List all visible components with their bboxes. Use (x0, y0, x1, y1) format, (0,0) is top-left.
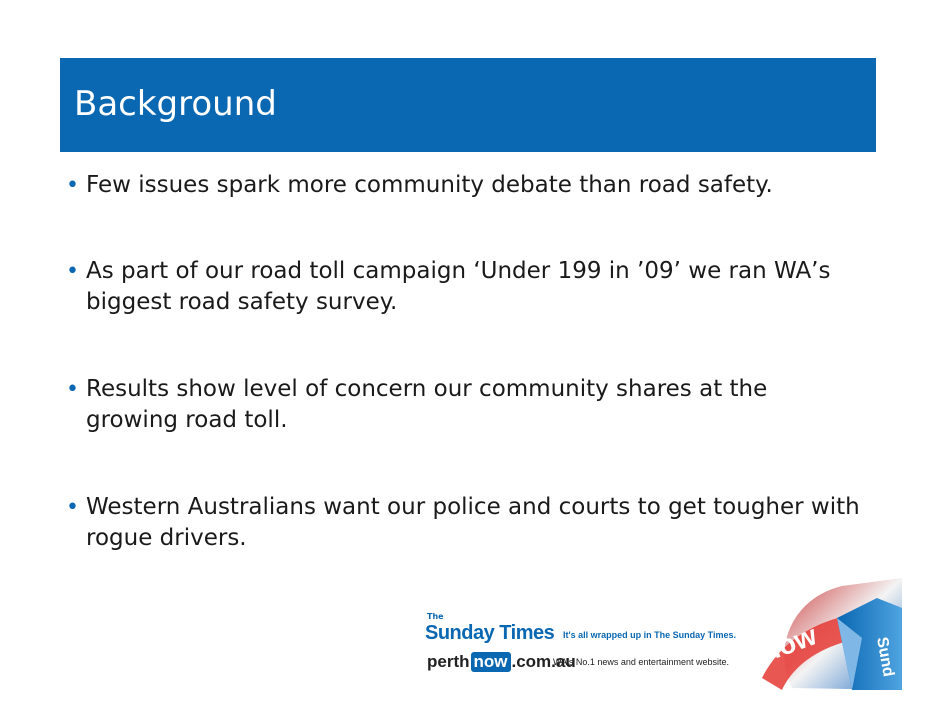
bullet-text: Few issues spark more community debate than road safety. (86, 172, 773, 198)
bullet-icon: • (66, 377, 79, 402)
perthnow-now: now (471, 652, 511, 672)
sunday-times-tagline: It's all wrapped up in The Sunday Times. (563, 630, 737, 640)
sunday-times-the: The (427, 612, 444, 621)
bullet-icon: • (66, 173, 79, 198)
bullet-text: As part of our road toll campaign ‘Under 199 in ’09’ we ran WA’s biggest road safety survey. (86, 258, 831, 315)
bullet-item (66, 256, 866, 318)
bullet-text: Results show level of concern our community shares at the growing road toll. (86, 376, 768, 433)
perthnow-perth: perth (427, 652, 470, 671)
bullet-item (66, 170, 866, 201)
svg-text:now: now (757, 619, 821, 668)
perthnow-com-au: .com.au (511, 652, 576, 671)
title-bar (60, 58, 876, 152)
svg-text:Sund: Sund (873, 635, 897, 679)
bullet-icon: • (66, 259, 79, 284)
bullet-item (66, 374, 866, 436)
bullet-item (66, 492, 876, 554)
perthnow-tagline: WA's No.1 news and entertainment website. (553, 657, 729, 667)
slide-title: Background (74, 84, 277, 124)
bullet-icon: • (66, 495, 79, 520)
sunday-times-logo: Sunday Times (425, 622, 555, 644)
footer-logos (425, 612, 745, 680)
bullet-text: Western Australians want our police and courts to get tougher with rogue drivers. (86, 494, 860, 551)
newspaper-collage-image (752, 578, 902, 690)
